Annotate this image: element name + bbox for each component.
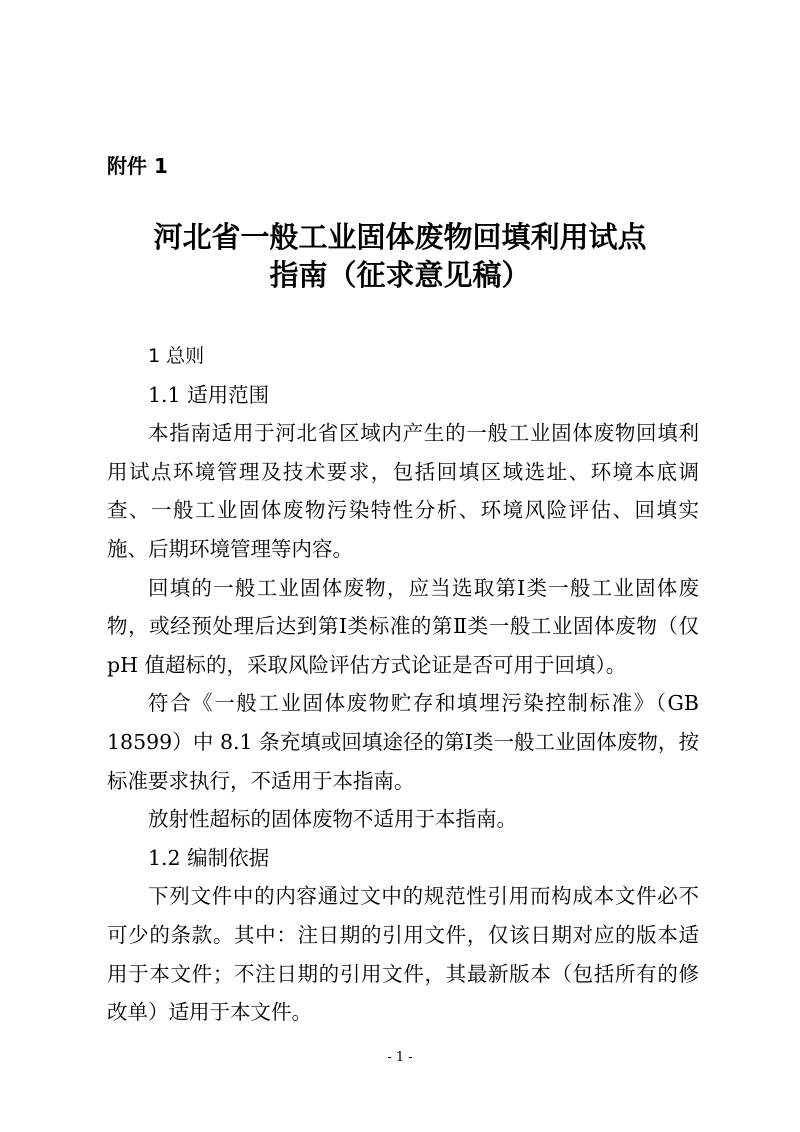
paragraph-scope-2: 回填的一般工业固体废物，应当选取第Ⅰ类一般工业固体废物，或经预处理后达到第Ⅰ类标准的第Ⅱ类一般工业固体废物（仅 pH 值超标的，采取风险评估方式论证是否可用于回填）。 — [107, 575, 699, 677]
section-heading-general: 1 总则 — [148, 345, 205, 367]
paragraph-basis-1: 下列文件中的内容通过文中的规范性引用而构成本文件必不可少的条款。其中：注日期的引用文件，仅该日期对应的版本适用于本文件；不注日期的引用文件，其最新版本（包括所有的修改单）适用于本文件。 — [107, 884, 699, 1025]
paragraph-scope-1: 本指南适用于河北省区域内产生的一般工业固体废物回填利用试点环境管理及技术要求，包括回填区域选址、环境本底调查、一般工业固体废物污染特性分析、环境风险评估、回填实施、后期环境管理等内容。 — [107, 421, 699, 561]
annex-label: 附件 1 — [107, 154, 168, 178]
document-title-line-2: 指南（征求意见稿） — [269, 258, 531, 292]
paragraph-scope-3: 符合《一般工业固体废物贮存和填埋污染控制标准》（GB 18599）中 8.1 条充填或回填途径的第Ⅰ类一般工业固体废物，按标准要求执行，不适用于本指南。 — [107, 691, 699, 793]
document-body — [107, 337, 699, 1032]
section-heading-scope: 1.1 适用范围 — [148, 382, 270, 407]
paragraph-scope-4: 放射性超标的固体废物不适用于本指南。 — [148, 807, 517, 832]
document-title-line-1: 河北省一般工业固体废物回填利用试点 — [153, 220, 647, 254]
section-heading-basis: 1.2 编制依据 — [148, 845, 270, 870]
page-number: - 1 - — [387, 1050, 413, 1065]
